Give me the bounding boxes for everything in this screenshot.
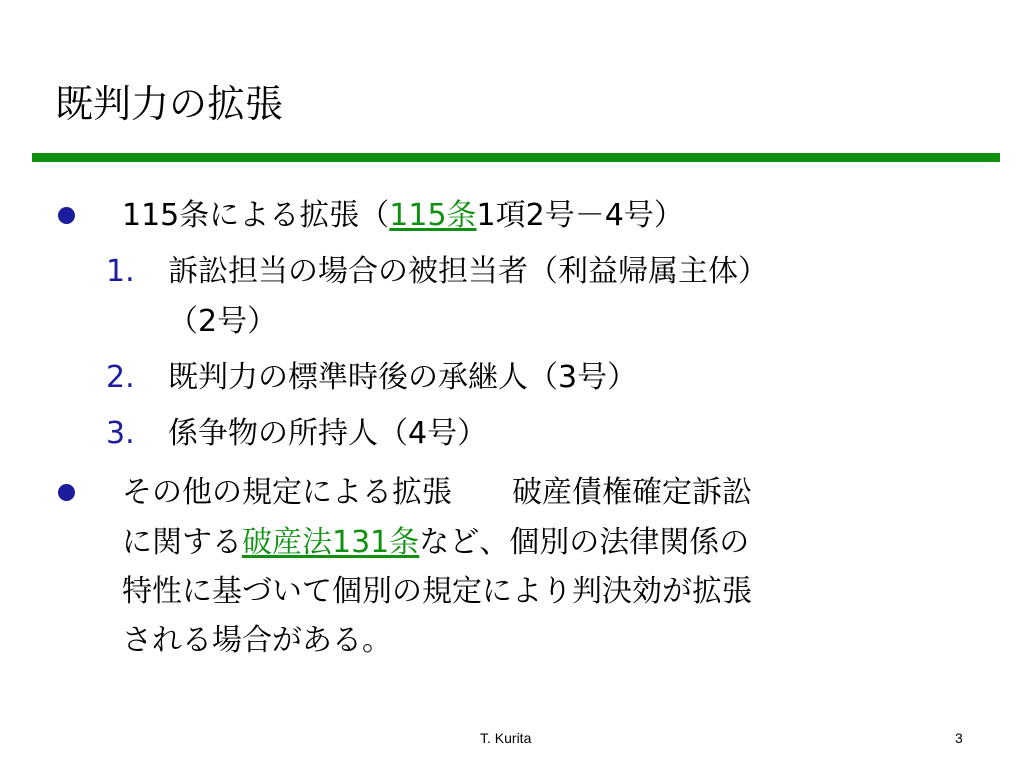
bullet-1-text-before: 115条による拡張（ [122,198,390,233]
bullet-dot-icon [58,207,75,224]
bullet-1-text-after: 1項2号－4号） [476,198,684,233]
item-3-line-1: 係争物の所持人（4号） [168,416,488,451]
bullet-2-line-2-after: など、個別の法律関係の [419,525,750,560]
slide-title: 既判力の拡張 [55,82,284,126]
bullet-2-line-2-before: に関する [122,525,242,560]
item-2-number: 2. [106,360,135,395]
footer-page-number: 3 [955,730,963,746]
item-1-line-2: （2号） [168,304,278,339]
bullet-2-line-3: 特性に基づいて個別の規定により判決効が拡張 [122,574,752,609]
title-divider [32,153,1000,162]
bullet-1-text [122,194,684,238]
bullet-2-line-1: その他の規定による拡張 破産債権確定訴訟 [122,475,752,510]
item-1-line-1: 訴訟担当の場合の被担当者（利益帰属主体） [168,254,768,289]
bullet-dot-icon [58,484,75,501]
item-1-number: 1. [106,254,135,289]
article-115-link[interactable]: 115条 [389,198,477,233]
item-3-number: 3. [106,416,135,451]
item-2-line-1: 既判力の標準時後の承継人（3号） [168,360,638,395]
bullet-2-line-2 [122,521,749,565]
footer-author: T. Kurita [480,730,532,746]
bullet-2-line-4: される場合がある。 [122,623,392,658]
bankruptcy-act-131-link[interactable]: 破産法131条 [242,525,420,560]
